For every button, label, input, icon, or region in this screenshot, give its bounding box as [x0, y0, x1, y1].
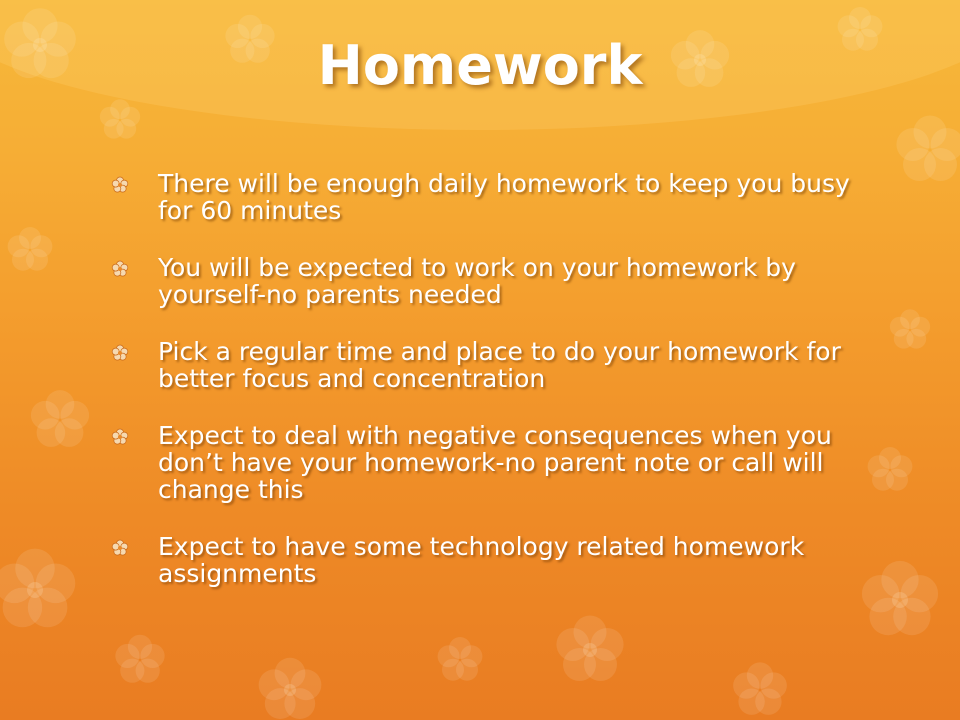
bullet-text: You will be expected to work on your homework by yourself-no parents needed	[158, 253, 796, 309]
flower-icon	[110, 427, 130, 447]
flower-icon	[110, 175, 130, 195]
bullet-item	[110, 422, 870, 503]
bullet-text: There will be enough daily homework to keep you busy for 60 minutes	[158, 169, 850, 225]
bullet-text: Expect to have some technology related homework assignments	[158, 532, 805, 588]
bullet-list	[110, 170, 870, 617]
flower-icon	[110, 259, 130, 279]
bullet-item	[110, 254, 870, 308]
flower-icon	[110, 343, 130, 363]
bullet-item	[110, 338, 870, 392]
bullet-item	[110, 170, 870, 224]
flower-icon	[110, 538, 130, 558]
bullet-item	[110, 533, 870, 587]
bullet-text: Expect to deal with negative consequences when you don’t have your homework-no parent note or call will change this	[158, 421, 832, 504]
slide-title: Homework	[317, 34, 643, 97]
bullet-text: Pick a regular time and place to do your homework for better focus and concentration	[158, 337, 841, 393]
